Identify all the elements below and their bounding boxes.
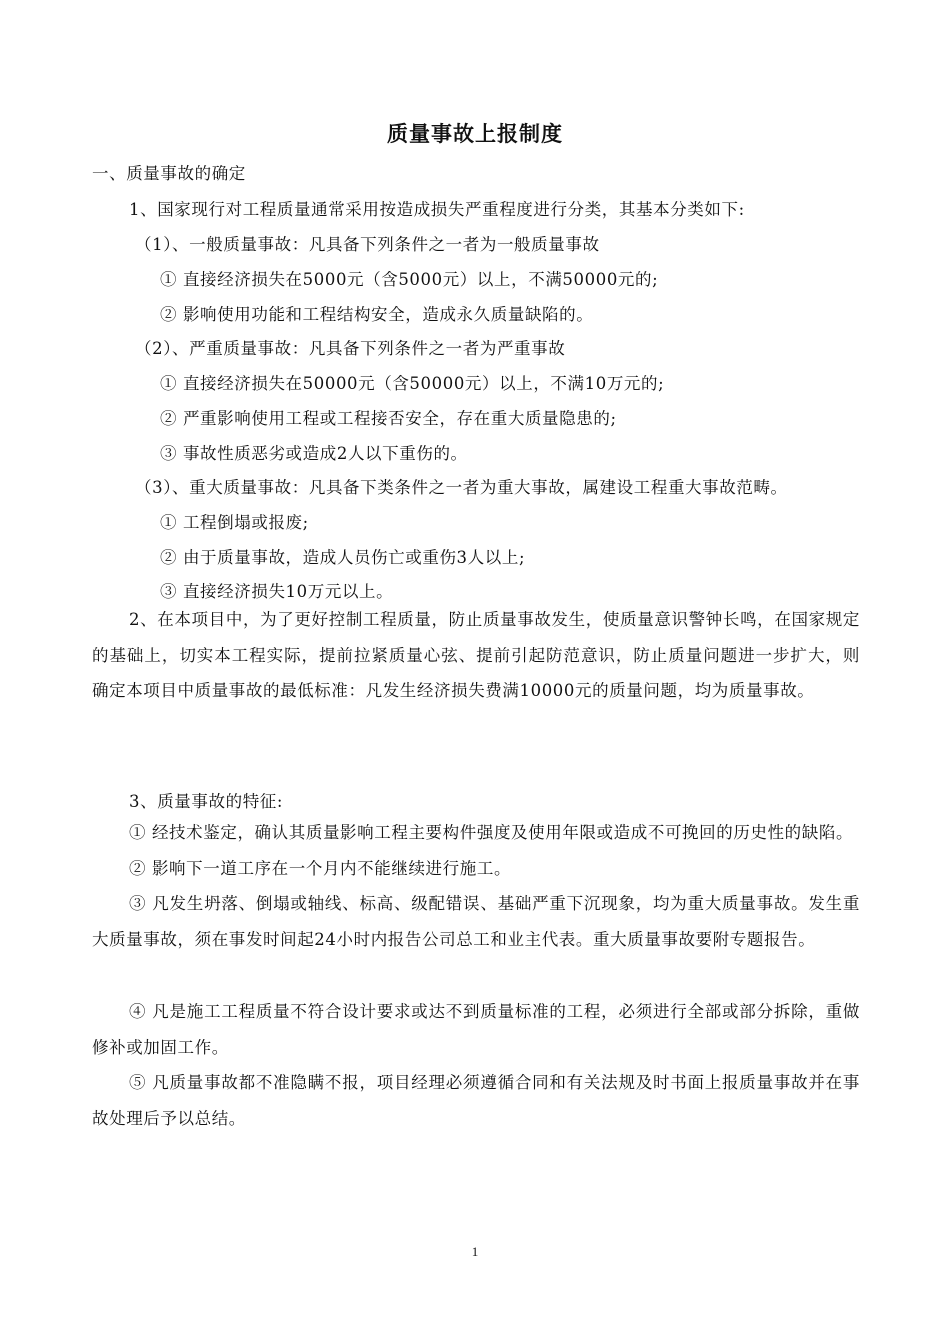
feature-item: ② 影响下一道工序在一个月内不能继续进行施工。 (129, 859, 512, 878)
category3-item: ③ 直接经济损失10万元以上。 (160, 582, 394, 601)
category3-item: ② 由于质量事故，造成人员伤亡或重伤3人以上; (160, 548, 526, 567)
paragraph-2: 2、在本项目中，为了更好控制工程质量，防止质量事故发生，使质量意识警钟长鸣，在国家规定的基础上，切实本工程实际，提前拉紧质量心弦、提前引起防范意识，防止质量问题进一步扩大，则确定本项目中质量事故的最低标准：凡发生经济损失费满10000元的质量问题，均为质量事故。 (92, 610, 860, 700)
feature-item: ④ 凡是施工工程质量不符合设计要求或达不到质量标准的工程，必须进行全部或部分拆除，重做修补或加固工作。 (92, 1002, 860, 1057)
category2-heading: （2）、严重质量事故：凡具备下列条件之一者为严重事故 (135, 339, 566, 358)
category1-item: ① 直接经济损失在5000元（含5000元）以上，不满50000元的; (160, 270, 659, 289)
feature-item: ① 经技术鉴定，确认其质量影响工程主要构件强度及使用年限或造成不可挽回的历史性的缺陷。 (129, 823, 854, 842)
document-title: 质量事故上报制度 (387, 121, 563, 146)
category2-item: ② 严重影响使用工程或工程接否安全，存在重大质量隐患的; (160, 409, 617, 428)
category3-heading: （3）、重大质量事故：凡具备下类条件之一者为重大事故，属建设工程重大事故范畴。 (135, 478, 788, 497)
section-heading: 一、质量事故的确定 (92, 164, 246, 183)
category2-item: ③ 事故性质恶劣或造成2人以下重伤的。 (160, 444, 468, 463)
category2-item: ① 直接经济损失在50000元（含50000元）以上，不满10万元的; (160, 374, 665, 393)
category1-heading: （1）、一般质量事故：凡具备下列条件之一者为一般质量事故 (135, 235, 600, 254)
item1-intro: 1、国家现行对工程质量通常采用按造成损失严重程度进行分类，其基本分类如下: (129, 200, 745, 219)
category1-item: ② 影响使用功能和工程结构安全，造成永久质量缺陷的。 (160, 305, 594, 324)
feature-item: ⑤ 凡质量事故都不准隐瞒不报，项目经理必须遵循合同和有关法规及时书面上报质量事故并在事故处理后予以总结。 (92, 1073, 860, 1128)
item3-heading: 3、质量事故的特征: (129, 792, 284, 811)
page-number: 1 (471, 1244, 479, 1259)
feature-item: ③ 凡发生坍落、倒塌或轴线、标高、级配错误、基础严重下沉现象，均为重大质量事故。发生重大质量事故，须在事发时间起24小时内报告公司总工和业主代表。重大质量事故要附专题报告。 (92, 894, 860, 949)
category3-item: ① 工程倒塌或报废; (160, 513, 309, 532)
